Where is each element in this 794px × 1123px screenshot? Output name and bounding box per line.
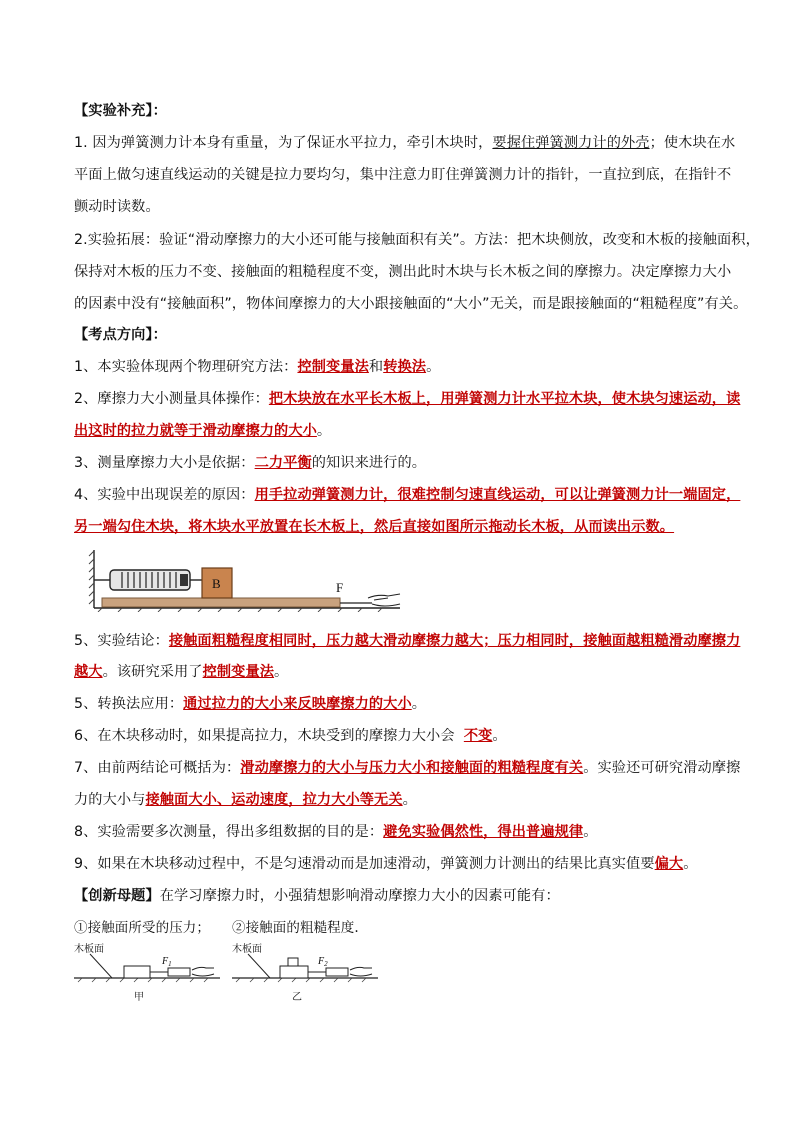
board-edge [90, 954, 112, 978]
text: 。 [683, 856, 698, 872]
text: 力的大小与 [74, 792, 146, 808]
text: 4、实验中出现误差的原因： [74, 487, 255, 503]
force-subscript: 1 [168, 960, 172, 968]
answer: 出这时的拉力就等于滑动摩擦力的大小 [74, 423, 317, 439]
supplement-p1-line3: 颤动时读数。 [74, 199, 160, 215]
text: 8、实验需要多次测量，得出多组数据的目的是： [74, 824, 384, 840]
spring-scale [326, 968, 348, 976]
innovation-options [74, 918, 724, 938]
block [124, 966, 150, 978]
text: 7、由前两结论可概括为： [74, 760, 241, 776]
text: 。 [583, 824, 598, 840]
exam-item-4-line1 [74, 485, 741, 505]
text: ；使木块在水 [649, 135, 736, 151]
section-title-supplement: 【实验补充】： [74, 103, 167, 119]
answer: 不变 [463, 728, 493, 744]
section-title-exam: 【考点方向】： [74, 327, 167, 343]
answer: 偏大 [654, 856, 684, 872]
text: 1、本实验体现两个物理研究方法： [74, 359, 298, 375]
answer: 控制变量法 [202, 664, 275, 680]
text: 2、摩擦力大小测量具体操作： [74, 391, 269, 407]
figure-caption: 乙 [292, 992, 302, 1003]
exam-item-8-line1 [74, 758, 741, 778]
exam-item-10 [74, 854, 724, 874]
force-symbol: F [318, 956, 325, 967]
section-title-innovation: 【创新母题】 [74, 888, 160, 904]
exam-item-6 [74, 694, 724, 714]
answer: 控制变量法 [297, 359, 369, 375]
supplement-p1-line1 [74, 133, 736, 153]
exam-item-5-line1 [74, 631, 741, 651]
option-1: ①接触面所受的压力； [74, 920, 210, 936]
underlined-text: 要握住弹簧测力计的外壳 [492, 135, 650, 151]
answer: 转换法 [383, 359, 427, 375]
answer: 避免实验偶然性，得出普遍规律 [383, 824, 584, 840]
text: 1. 因为弹簧测力计本身有重量，为了保证水平拉力，牵引木块时， [74, 135, 493, 151]
answer: 另一端勾住木块，将木块水平放置在长木板上，然后直接如图所示拖动长木板，从而读出示数。 [74, 519, 675, 535]
text: 。 [274, 664, 289, 680]
exam-item-3 [74, 453, 724, 473]
exam-item-9 [74, 822, 724, 842]
figure-caption: 甲 [134, 992, 144, 1003]
text: 在学习摩擦力时，小强猜想影响滑动摩擦力大小的因素可能有： [159, 888, 560, 904]
hand-icon [350, 967, 372, 976]
text: 9、如果在木块移动过程中，不是匀速滑动而是加速滑动，弹簧测力计测出的结果比真实值要 [74, 856, 655, 872]
hand-icon [192, 967, 214, 976]
exam-item-2-line1 [74, 389, 741, 409]
exam-item-1 [74, 357, 724, 377]
block-label: B [212, 576, 221, 591]
friction-apparatus-figure [88, 548, 404, 612]
text: 。 [411, 696, 427, 712]
exam-item-2-line2 [74, 421, 724, 441]
text: 3、测量摩擦力大小是依据： [74, 455, 255, 471]
exam-item-8-line2 [74, 790, 724, 810]
weight [288, 958, 298, 966]
wall-hatching [89, 551, 94, 604]
supplement-p2-line3: 的因素中没有“接触面积”，物体间摩擦力的大小跟接触面的“大小”无关，而是跟接触面的“粗糙程度”有关。 [74, 296, 748, 312]
block [280, 966, 308, 978]
answer: 接触面粗糙程度相同时，压力越大滑动摩擦力越大；压力相同时，接触面越粗糙滑动摩擦力 [168, 633, 741, 649]
answer: 滑动摩擦力的大小与压力大小和接触面的粗糙程度有关 [240, 760, 584, 776]
answer: 越大 [74, 664, 103, 680]
text: 。实验还可研究滑动摩擦 [583, 760, 741, 776]
answer: 用手拉动弹簧测力计，很难控制匀速直线运动，可以让弹簧测力计一端固定， [254, 487, 741, 503]
exam-item-5-line2 [74, 662, 724, 682]
exam-item-4-line2 [74, 517, 724, 537]
answer: 接触面大小、运动速度，拉力大小等无关 [145, 792, 403, 808]
option-2: ②接触面的粗糙程度. [231, 920, 359, 936]
text: 。 [316, 423, 332, 439]
force-symbol: F [162, 956, 169, 967]
force-label: F [336, 580, 344, 595]
figure-jia [72, 940, 222, 1004]
text: 5、实验结论： [74, 633, 169, 649]
text: 和 [368, 359, 384, 375]
scale-end-cap [180, 574, 188, 586]
answer: 二力平衡 [254, 455, 312, 471]
long-board [102, 598, 340, 607]
innovation-question [74, 886, 724, 906]
text: 。 [402, 792, 417, 808]
spring-scale [168, 968, 190, 976]
supplement-p1-line2: 平面上做匀速直线运动的关键是拉力要均匀，集中注意力盯住弹簧测力计的指针，一直拉到底，在指针不 [74, 167, 732, 183]
force-subscript: 2 [324, 960, 328, 968]
text: 。该研究采用了 [102, 664, 203, 680]
force-label [161, 956, 172, 968]
text: 的知识来进行的。 [311, 455, 427, 471]
answer: 把木块放在水平长木板上，用弹簧测力计水平拉木块，使木块匀速运动，读 [268, 391, 741, 407]
supplement-p2-line1: 2.实验拓展：验证“滑动摩擦力的大小还可能与接触面积有关”。方法：把木块侧放，改变和木板的接触面积， [74, 232, 760, 248]
force-label [317, 956, 328, 968]
surface-label: 木板面 [74, 944, 104, 955]
text: 5、转换法应用： [74, 696, 184, 712]
hand-icon [368, 594, 400, 606]
supplement-p2-line2: 保持对木板的压力不变、接触面的粗糙程度不变，测出此时木块与长木板之间的摩擦力。决定摩擦力大小 [74, 264, 732, 280]
text: 6、在木块移动时，如果提高拉力，木块受到的摩擦力大小会 [74, 728, 455, 744]
exam-item-7 [74, 726, 724, 746]
answer: 通过拉力的大小来反映摩擦力的大小 [183, 696, 412, 712]
text: 。 [492, 728, 507, 744]
surface-label: 木板面 [232, 944, 262, 955]
board-edge [248, 954, 270, 978]
figure-yi [230, 940, 380, 1004]
text: 。 [426, 359, 441, 375]
